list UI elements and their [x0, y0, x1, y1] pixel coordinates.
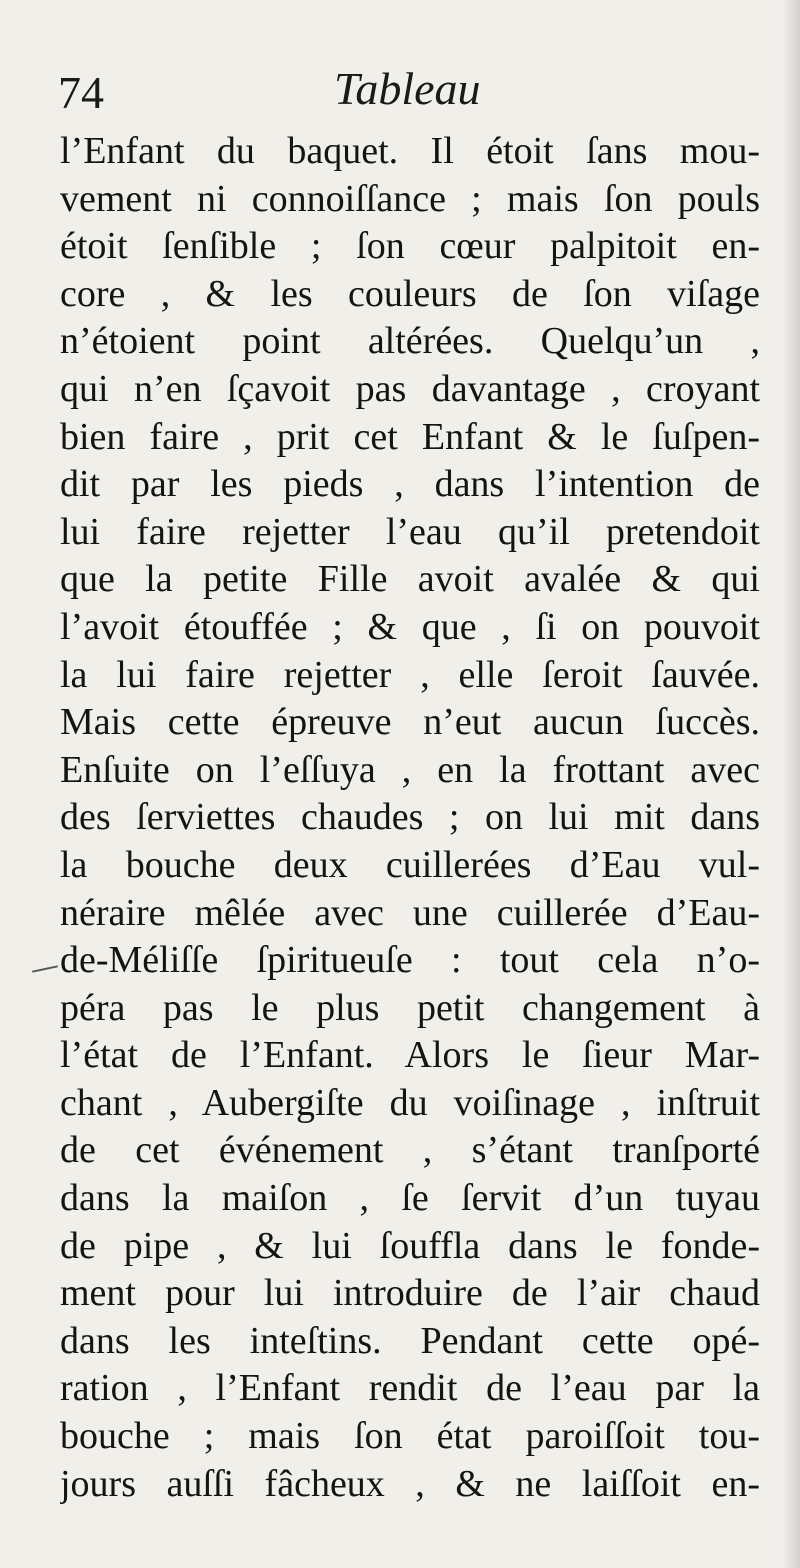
gutter-shadow: [782, 0, 800, 1568]
body-text: [60, 128, 760, 1508]
page-number: 74: [58, 67, 104, 118]
text-line: néraire mêlée avec une cuillerée d’Eau-: [60, 891, 760, 934]
text-line: péra pas le plus petit changement à: [60, 986, 760, 1029]
text-line: core , & les couleurs de ſon viſage: [60, 272, 760, 315]
text-line: ration , l’Enfant rendit de l’eau par la: [60, 1367, 760, 1410]
text-line: dit par les pieds , dans l’intention de: [60, 463, 760, 506]
running-title: Tableau: [334, 63, 481, 114]
text-line: la lui faire rejetter , elle ſeroit ſauvée.: [60, 653, 760, 696]
text-line: bien faire , prit cet Enfant & le ſuſpen-: [60, 415, 760, 458]
margin-mark: [32, 965, 58, 972]
text-line: lui faire rejetter l’eau qu’il pretendoit: [60, 510, 760, 553]
text-line: l’Enfant du baquet. Il étoit ſans mou-: [60, 130, 760, 172]
text-line: l’avoit étouffée ; & que , ſi on pouvoit: [60, 605, 760, 648]
text-line: n’étoient point altérées. Quelqu’un ,: [60, 320, 760, 363]
text-line: de-Méliſſe ſpiritueuſe : tout cela n’o-: [60, 939, 760, 982]
text-line: qui n’en ſçavoit pas davantage , croyant: [60, 367, 760, 410]
text-line: que la petite Fille avoit avalée & qui: [60, 558, 760, 601]
text-line: de cet événement , s’étant tranſporté: [60, 1129, 760, 1172]
text-line: étoit ſenſible ; ſon cœur palpitoit en-: [60, 225, 760, 268]
text-line: vement ni connoiſſance ; mais ſon pouls: [60, 177, 760, 220]
text-line: ment pour lui introduire de l’air chaud: [60, 1272, 760, 1315]
text-line: dans les inteſtins. Pendant cette opé-: [60, 1319, 760, 1362]
text-line: Mais cette épreuve n’eut aucun ſuccès.: [60, 701, 760, 744]
text-line: des ſerviettes chaudes ; on lui mit dans: [60, 796, 760, 839]
page-header: [56, 58, 756, 128]
text-line: dans la maiſon , ſe ſervit d’un tuyau: [60, 1177, 760, 1220]
text-line: l’état de l’Enfant. Alors le ſieur Mar-: [60, 1034, 760, 1077]
text-line: jours auſſi fâcheux , & ne laiſſoit en-: [60, 1462, 760, 1505]
text-line: chant , Aubergiſte du voiſinage , inſtruit: [60, 1081, 760, 1124]
text-line: de pipe , & lui ſouffla dans le fonde-: [60, 1224, 760, 1267]
text-line: Enſuite on l’eſſuya , en la frottant avec: [60, 748, 760, 791]
text-line: bouche ; mais ſon état paroiſſoit tou-: [60, 1415, 760, 1458]
text-line: la bouche deux cuillerées d’Eau vul-: [60, 843, 760, 886]
